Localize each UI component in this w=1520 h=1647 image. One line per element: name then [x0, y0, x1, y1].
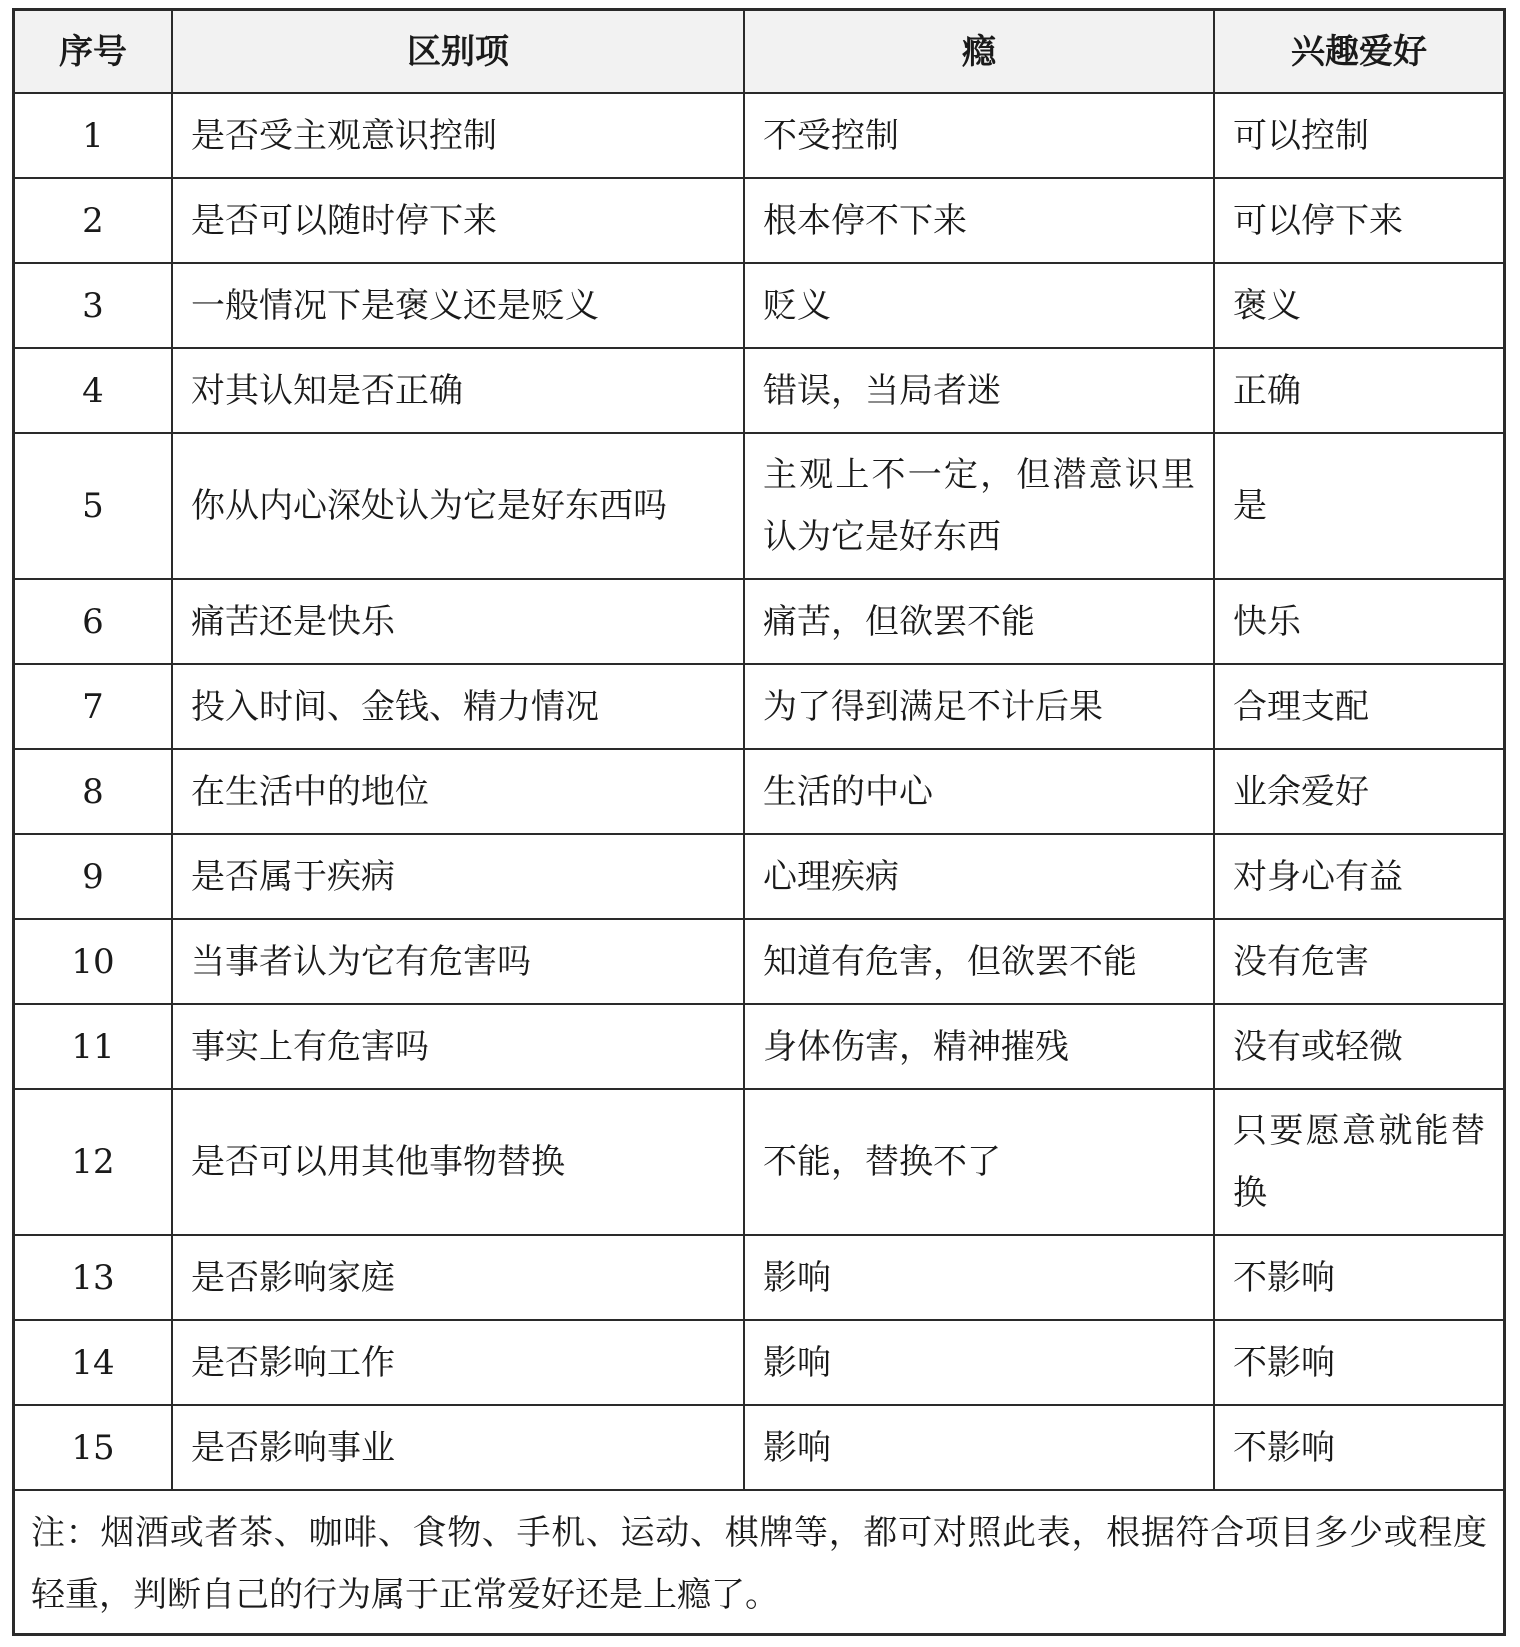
row-hobby: 可以停下来 — [1214, 178, 1503, 263]
table-row — [15, 348, 1503, 433]
row-item: 是否影响工作 — [172, 1320, 744, 1405]
row-addiction: 知道有危害，但欲罢不能 — [744, 919, 1214, 1004]
row-addiction: 错误，当局者迷 — [744, 348, 1214, 433]
header-hobby: 兴趣爱好 — [1214, 11, 1503, 93]
row-hobby: 不影响 — [1214, 1320, 1503, 1405]
row-item: 对其认知是否正确 — [172, 348, 744, 433]
table-row — [15, 93, 1503, 178]
row-number: 12 — [15, 1089, 172, 1235]
row-hobby: 褒义 — [1214, 263, 1503, 348]
row-hobby: 是 — [1214, 433, 1503, 579]
header-item: 区别项 — [172, 11, 744, 93]
row-addiction: 根本停不下来 — [744, 178, 1214, 263]
row-number: 5 — [15, 433, 172, 579]
row-addiction: 贬义 — [744, 263, 1214, 348]
row-number: 10 — [15, 919, 172, 1004]
row-addiction: 主观上不一定，但潜意识里认为它是好东西 — [744, 433, 1214, 579]
row-number: 13 — [15, 1235, 172, 1320]
row-number: 8 — [15, 749, 172, 834]
row-hobby: 合理支配 — [1214, 664, 1503, 749]
table-row — [15, 1235, 1503, 1320]
table-row — [15, 664, 1503, 749]
row-number: 3 — [15, 263, 172, 348]
row-addiction: 影响 — [744, 1320, 1214, 1405]
row-addiction: 身体伤害，精神摧残 — [744, 1004, 1214, 1089]
header-addiction: 瘾 — [744, 11, 1214, 93]
header-number: 序号 — [15, 11, 172, 93]
row-item: 你从内心深处认为它是好东西吗 — [172, 433, 744, 579]
row-addiction: 生活的中心 — [744, 749, 1214, 834]
row-addiction: 不受控制 — [744, 93, 1214, 178]
table-header-row — [15, 11, 1503, 93]
table-row — [15, 919, 1503, 1004]
row-item: 投入时间、金钱、精力情况 — [172, 664, 744, 749]
row-hobby: 没有或轻微 — [1214, 1004, 1503, 1089]
comparison-table-grid — [15, 11, 1503, 1636]
row-hobby: 快乐 — [1214, 579, 1503, 664]
row-number: 6 — [15, 579, 172, 664]
row-item: 是否属于疾病 — [172, 834, 744, 919]
table-row — [15, 834, 1503, 919]
row-number: 7 — [15, 664, 172, 749]
row-item: 是否受主观意识控制 — [172, 93, 744, 178]
row-number: 15 — [15, 1405, 172, 1490]
row-hobby: 对身心有益 — [1214, 834, 1503, 919]
row-addiction: 心理疾病 — [744, 834, 1214, 919]
comparison-table — [12, 8, 1506, 1636]
row-item: 是否影响事业 — [172, 1405, 744, 1490]
row-hobby: 只要愿意就能替换 — [1214, 1089, 1503, 1235]
row-number: 14 — [15, 1320, 172, 1405]
row-hobby: 不影响 — [1214, 1405, 1503, 1490]
row-item: 是否可以用其他事物替换 — [172, 1089, 744, 1235]
row-number: 2 — [15, 178, 172, 263]
row-hobby: 没有危害 — [1214, 919, 1503, 1004]
row-item: 事实上有危害吗 — [172, 1004, 744, 1089]
row-item: 痛苦还是快乐 — [172, 579, 744, 664]
table-row — [15, 1089, 1503, 1235]
table-row — [15, 749, 1503, 834]
row-hobby: 正确 — [1214, 348, 1503, 433]
table-note: 注：烟酒或者茶、咖啡、食物、手机、运动、棋牌等，都可对照此表，根据符合项目多少或程度轻重，判断自己的行为属于正常爱好还是上瘾了。 — [15, 1490, 1503, 1636]
table-row — [15, 1320, 1503, 1405]
table-row — [15, 178, 1503, 263]
row-addiction: 影响 — [744, 1235, 1214, 1320]
row-addiction: 痛苦，但欲罢不能 — [744, 579, 1214, 664]
row-hobby: 业余爱好 — [1214, 749, 1503, 834]
row-hobby: 可以控制 — [1214, 93, 1503, 178]
row-number: 9 — [15, 834, 172, 919]
row-item: 是否可以随时停下来 — [172, 178, 744, 263]
row-addiction: 影响 — [744, 1405, 1214, 1490]
table-row — [15, 263, 1503, 348]
table-note-row — [15, 1490, 1503, 1636]
row-item: 一般情况下是褒义还是贬义 — [172, 263, 744, 348]
row-item: 在生活中的地位 — [172, 749, 744, 834]
row-item: 当事者认为它有危害吗 — [172, 919, 744, 1004]
row-number: 11 — [15, 1004, 172, 1089]
row-addiction: 不能，替换不了 — [744, 1089, 1214, 1235]
table-row — [15, 579, 1503, 664]
row-addiction: 为了得到满足不计后果 — [744, 664, 1214, 749]
row-hobby: 不影响 — [1214, 1235, 1503, 1320]
row-item: 是否影响家庭 — [172, 1235, 744, 1320]
table-row — [15, 1004, 1503, 1089]
table-row — [15, 1405, 1503, 1490]
table-row — [15, 433, 1503, 579]
row-number: 1 — [15, 93, 172, 178]
row-number: 4 — [15, 348, 172, 433]
